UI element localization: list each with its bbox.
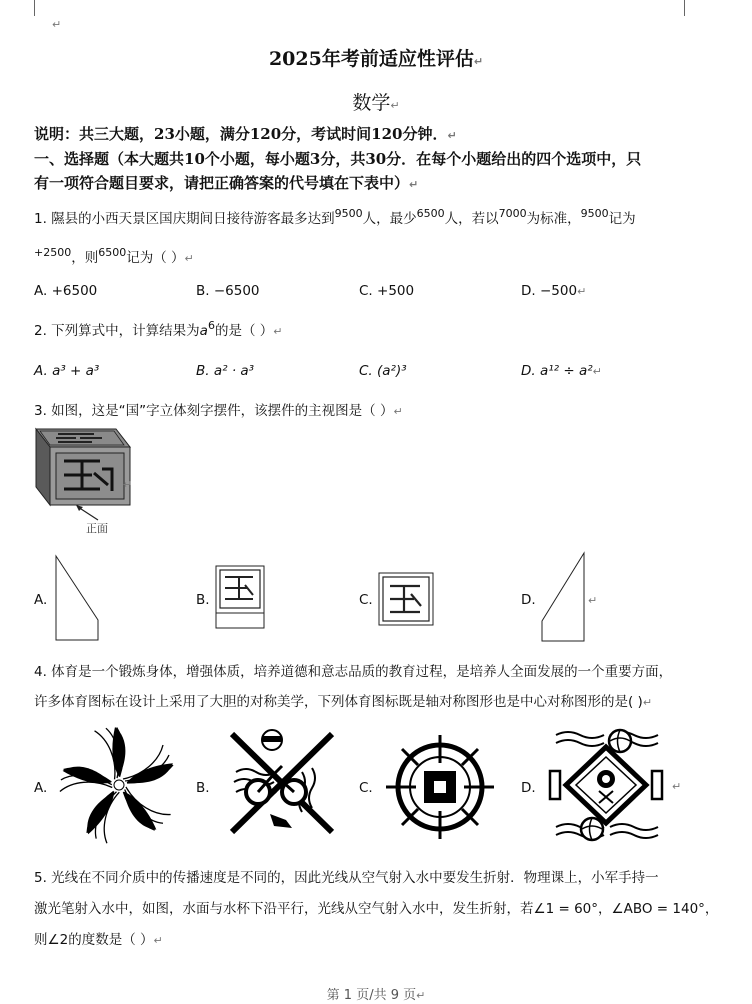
q3-option-c[interactable]: C. (359, 592, 373, 608)
q3-option-c-shape (378, 572, 434, 626)
paragraph-mark: ↵ (672, 780, 682, 793)
q3-stem: 3. 如图，这是“国”字立体刻字摆件，该摆件的主视图是（ ）↵ (34, 403, 403, 419)
q2-option-d[interactable]: D. a¹² ÷ a²↵ (521, 363, 602, 379)
q5-line2: 激光笔射入水中，如图，水面与水杯下沿平行，光线从空气射入水中，发生折射，若∠1 = 60°，∠ABO = 140°， (34, 901, 719, 917)
paragraph-mark: ↵ (123, 478, 133, 491)
front-label: 正面 (86, 522, 108, 535)
q1-line2: $^{+2500}$，则$^{6500}$记为（ ）↵ (34, 246, 194, 266)
page-footer: 第 1 页/共 9 页↵ (326, 988, 426, 1003)
q2-stem: 2. 下列算式中，计算结果为$a^6$的是（ ）↵ (34, 319, 283, 339)
q1-option-d[interactable]: D. −500↵ (521, 283, 587, 299)
instructions: 说明：共三大题，23小题，满分120分，考试时间120分钟．↵ (34, 125, 457, 143)
volleyball-court-icon (544, 726, 668, 844)
section-heading-line2: 有一项符合题目要求，请把正确答案的代号填在下表中）↵ (34, 174, 419, 192)
q4-option-b[interactable]: B. (196, 780, 210, 796)
exam-subject: 数学↵ (352, 92, 400, 114)
q2-option-a[interactable]: A. a³ + a³ (34, 363, 100, 379)
q2-option-b[interactable]: B. a² · a³ (196, 363, 255, 379)
paragraph-mark: ↵ (588, 594, 598, 607)
q3-option-a[interactable]: A. (34, 592, 48, 608)
section-heading-line1: 一、选择题（本大题共10个小题，每小题3分，共30分．在每个小题给出的四个选项中，只 (34, 150, 642, 168)
q3-option-d[interactable]: D. (521, 592, 536, 608)
q5-line1: 5. 光线在不同介质中的传播速度是不同的，因此光线从空气射入水中要发生折射．物理课上，小军手持一 (34, 870, 659, 886)
q4-option-c[interactable]: C. (359, 780, 373, 796)
cycling-icon (222, 728, 342, 838)
q4-option-d[interactable]: D. (521, 780, 536, 796)
exam-title: 2025年考前适应性评估↵ (268, 48, 484, 70)
crop-mark-left (34, 0, 35, 16)
crop-mark-right (684, 0, 685, 16)
q1-option-c[interactable]: C. +500 (359, 283, 415, 299)
q4-option-a[interactable]: A. (34, 780, 48, 796)
pinwheel-leaves-icon (58, 726, 180, 844)
q4-line2: 许多体育图标在设计上采用了大胆的对称美学，下列体育图标既是轴对称图形也是中心对称图形的是( )↵ (34, 694, 653, 710)
q5-line3: 则∠2的度数是（ ）↵ (34, 932, 163, 948)
paragraph-mark: ↵ (52, 18, 62, 31)
target-circle-icon (384, 732, 496, 842)
q2-option-c[interactable]: C. (a²)³ (359, 363, 407, 379)
q1-option-a[interactable]: A. +6500 (34, 283, 98, 299)
q3-option-d-shape (540, 551, 588, 643)
q1-option-b[interactable]: B. −6500 (196, 283, 260, 299)
q1-line1: 1. 隰县的小西天景区国庆期间日接待游客最多达到$^{9500}$人，最少$^{6500}$人，若以$^{7000}$为标准，$^{9500}$记为 (34, 207, 636, 227)
q3-3d-block-figure (32, 425, 142, 510)
q4-line1: 4. 体育是一个锻炼身体，增强体质，培养道德和意志品质的教育过程，是培养人全面发展的一个重要方面， (34, 664, 673, 680)
q3-option-a-shape (54, 554, 102, 642)
q3-option-b[interactable]: B. (196, 592, 210, 608)
q3-option-b-shape (215, 565, 265, 629)
